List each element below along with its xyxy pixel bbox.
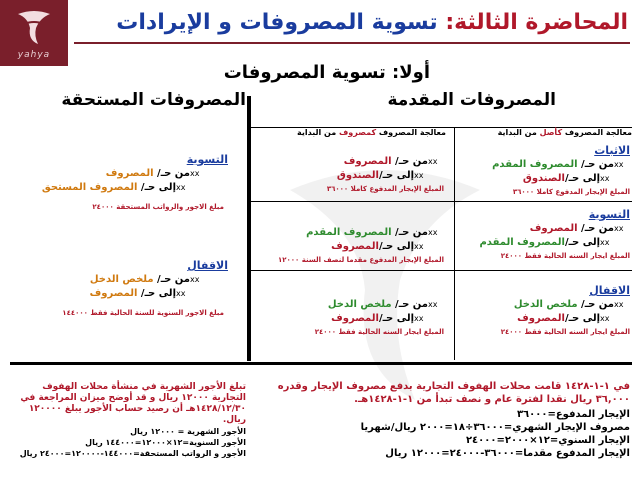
title-part1: المحاضرة الثالثة: [437, 10, 628, 35]
debit-line: xxمن حـ/ ملخص الدخل [327, 299, 438, 310]
credit-line: xxإلى حـ/الصندوق [522, 173, 610, 184]
page-title [116, 10, 628, 35]
calc-line: الأجور الشهرية = ١٢٠٠٠ ريال [130, 427, 246, 436]
entry-amount-note: المبلغ الإيجار المدفوع كاملا ٣٦٠٠٠ [512, 188, 630, 196]
credit-line: xxإلى حـ/المصروف [331, 241, 424, 252]
calc-line: الإيجار السنوي=١٢×٢٠٠٠=٢٤٠٠٠ [465, 435, 630, 446]
prepaid-divider-1 [251, 201, 632, 202]
asset-closing-entry [454, 283, 630, 338]
entry-amount-note: المبلغ ايجار السنه الحالية فقط ٢٤٠٠٠ [500, 252, 630, 260]
expense-adjustment-entry [264, 226, 444, 266]
credit-line: xxإلى حـ/الصندوق [336, 170, 424, 181]
accrued-column-heading: المصروفات المستحقة [61, 90, 246, 110]
asset-recording-entry [454, 143, 630, 198]
asset-adjustment-entry [454, 207, 630, 262]
calc-line: مصروف الإيجار الشهري=٣٦٠٠٠÷١٨=٢٠٠٠ ريال/شهريا [360, 422, 630, 433]
logo-mark-icon [14, 6, 54, 48]
credit-line: xxإلى حـ/ المصروف [89, 288, 186, 299]
entry-amount-note: مبلغ الاجور السنوية للسنة الحالية فقط ١٤٤٠٠٠ [62, 309, 224, 317]
accrued-adjustment-entry [8, 152, 228, 213]
calc-line: الإيجار المدفوع=٣٦٠٠٠ [516, 409, 630, 420]
credit-line: xxإلى حـ/المصروف [517, 313, 610, 324]
accrued-example-calculation [6, 426, 246, 459]
credit-line: xxإلى حـ/المصروف [331, 313, 424, 324]
expense-closing-entry [264, 298, 444, 338]
debit-line: xxمن حـ/ المصروف المقدم [306, 227, 438, 238]
brand-logo [0, 0, 68, 66]
adjustment-label: التسوية [588, 208, 630, 221]
title-part2: تسوية المصروفات و الإيرادات [116, 10, 438, 35]
asset-method-heading: معالجة المصروف كأصل من البداية [497, 128, 632, 137]
prepaid-divider-2 [251, 270, 632, 271]
debit-line: xxمن حـ/ المصروف [105, 168, 200, 179]
calc-line: الأجور و الرواتب المستحقة=١٤٤٠٠٠-١٢٠٠٠٠=٢٤٠٠٠ ريال [19, 449, 246, 458]
credit-line: xxإلى حـ/ المصروف المستحق [41, 182, 186, 193]
entry-amount-note: المبلغ ايجار السنه الحالية فقط ٢٤٠٠٠ [314, 328, 444, 336]
recording-label: الاثبات [594, 144, 630, 157]
entry-amount-note: المبلغ الإيجار المدفوع كاملا ٣٦٠٠٠ [326, 185, 444, 193]
adjustment-label: التسوية [186, 153, 228, 166]
entry-amount-note: مبلغ الاجور والرواتب المستحقة ٢٤٠٠٠ [92, 203, 224, 211]
closing-label: الاقفال [589, 284, 630, 297]
title-divider [74, 42, 630, 44]
closing-label: الاقفال [187, 259, 228, 272]
expense-method-heading: معالجة المصروف كمصروف من البداية [297, 128, 446, 137]
credit-line: xxإلى حـ/المصروف المقدم [479, 237, 610, 248]
calc-line: الأجور السنوية=١٢×١٢٠٠٠=١٤٤٠٠٠ ريال [85, 438, 246, 447]
accrued-example-statement: تبلغ الأجور الشهرية في منشأة محلات الهفوف التجارية ١٢٠٠٠ ريال و قد أوضح ميزان المراجعة في ١٤٢٨/١٢/٣٠هـ أن رصيد حساب الأجور يبلغ ١٢٠٠٠٠ ريال. [20, 382, 246, 425]
entry-amount-note: المبلغ الإيجار المدفوع مقدما لنصف السنة ١٢٠٠٠ [277, 256, 444, 264]
debit-line: xxمن حـ/ المصروف [529, 223, 624, 234]
debit-line: xxمن حـ/ المصروف المقدم [492, 159, 624, 170]
prepaid-example-calculation [260, 408, 630, 460]
accrued-closing-entry [8, 258, 228, 319]
main-vertical-divider [247, 96, 251, 361]
debit-line: xxمن حـ/ ملخص الدخل [513, 299, 624, 310]
calc-line: الإيجار المدفوع مقدما=٣٦٠٠٠-٢٤٠٠٠=١٢٠٠٠ ريال [385, 448, 630, 459]
debit-line: xxمن حـ/ ملخص الدخل [89, 274, 200, 285]
prepaid-example-statement: في ١-١-١٤٢٨ قامت محلات الهفوف التجارية بدفع مصروف الإيجار وقدره ٣٦,٠٠٠ ريال نقدا لفترة عام و نصف تبدأ من ١-١-١٤٢٨هـ. [277, 381, 630, 405]
logo-text: yahya [17, 50, 51, 60]
section-heading: أولا: تسوية المصروفات [223, 62, 430, 83]
main-horizontal-divider [10, 362, 632, 365]
entry-amount-note: المبلغ ايجار السنه الحالية فقط ٢٤٠٠٠ [500, 328, 630, 336]
debit-line: xxمن حـ/ المصروف [343, 156, 438, 167]
prepaid-column-heading: المصروفات المقدمة [387, 90, 556, 110]
expense-recording-entry [264, 155, 444, 195]
